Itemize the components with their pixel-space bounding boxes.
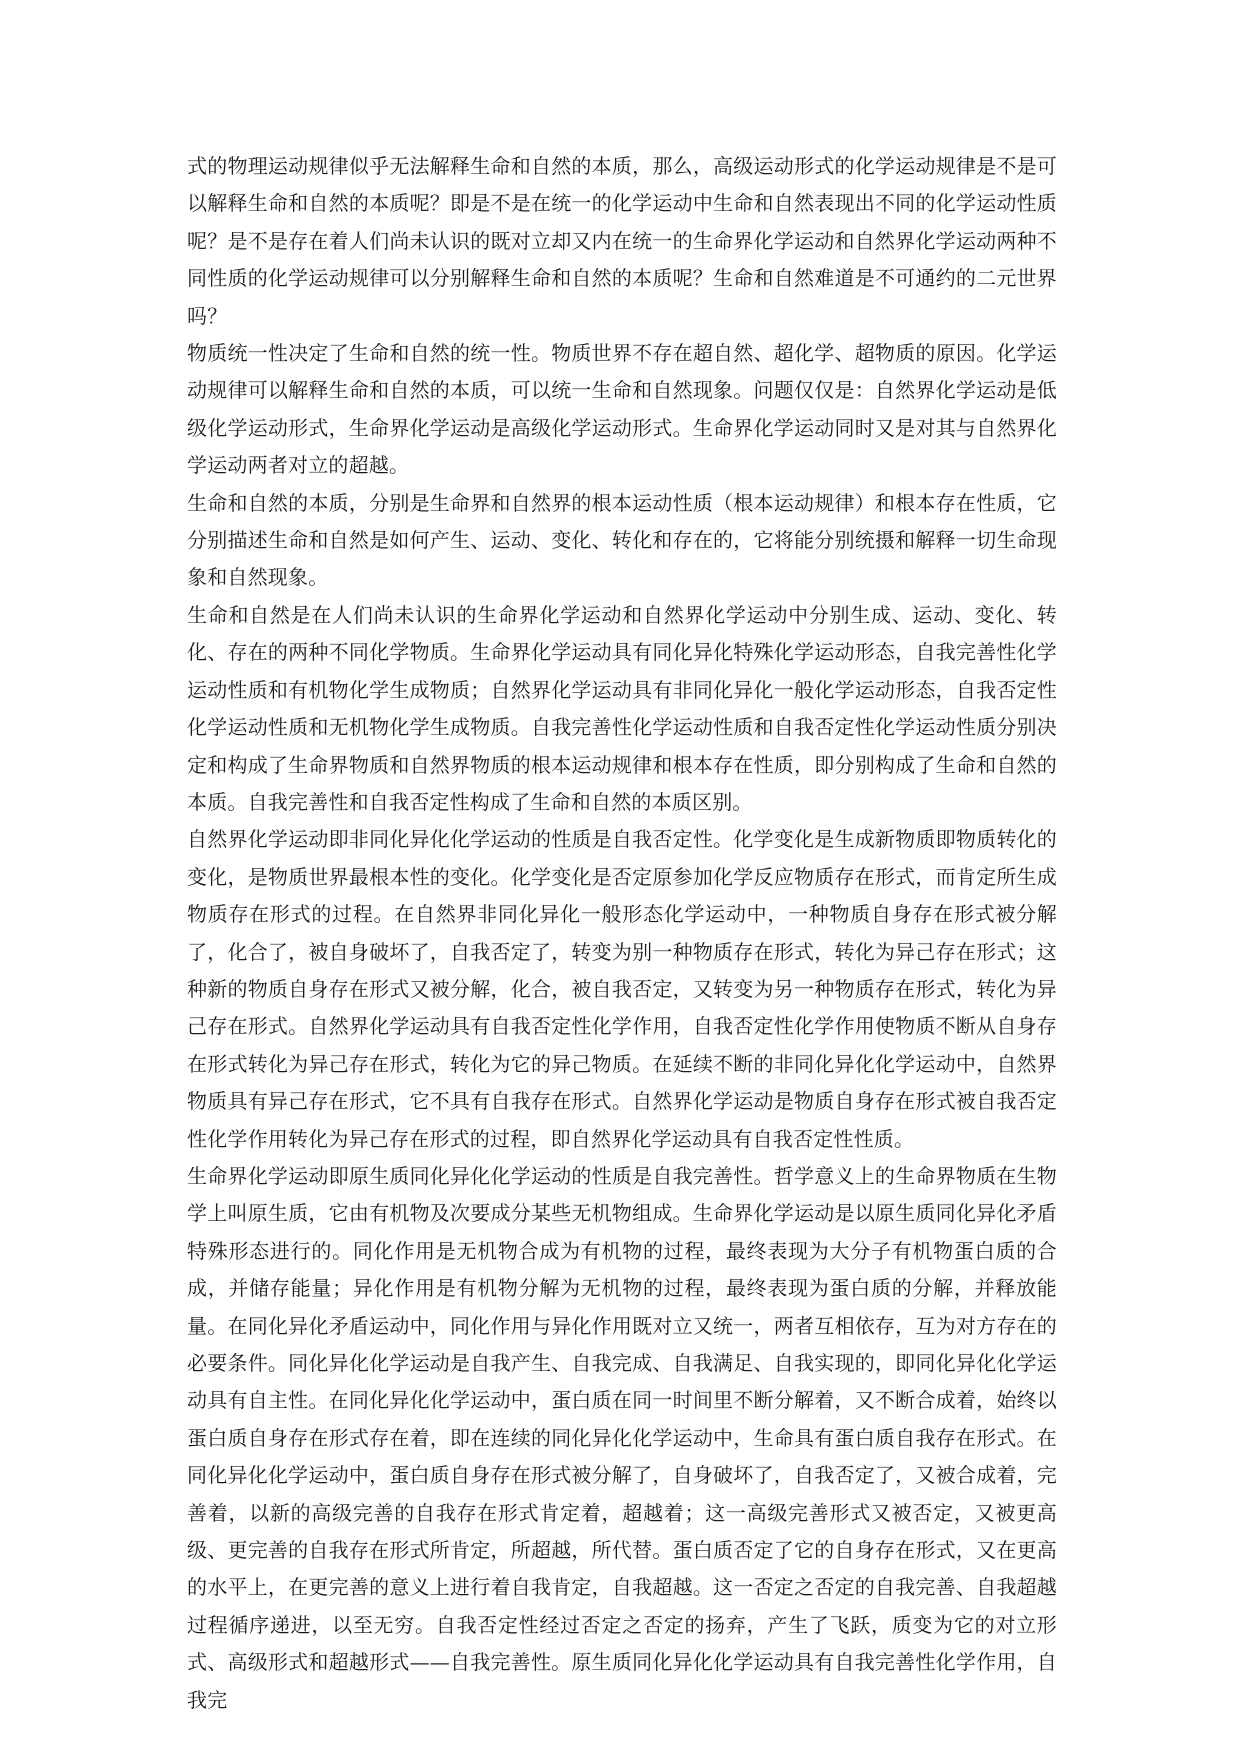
paragraph-1: 式的物理运动规律似乎无法解释生命和自然的本质，那么，高级运动形式的化学运动规律是不是可以解释生命和自然的本质呢？即是不是在统一的化学运动中生命和自然表现出不同的化学运动性质呢？是不是存在着人们尚未认识的既对立却又内在统一的生命界化学运动和自然界化学运动两种不同性质的化学运动规律可以分别解释生命和自然的本质呢？生命和自然难道是不可通约的二元世界吗？ [187,154,1057,328]
body-text [187,148,1057,1719]
paragraph-6: 生命界化学运动即原生质同化异化化学运动的性质是自我完善性。哲学意义上的生命界物质在生物学上叫原生质，它由有机物及次要成分某些无机物组成。生命界化学运动是以原生质同化异化矛盾特殊形态进行的。同化作用是无机物合成为有机物的过程，最终表现为大分子有机物蛋白质的合成，并储存能量；异化作用是有机物分解为无机物的过程，最终表现为蛋白质的分解，并释放能量。在同化异化矛盾运动中，同化作用与异化作用既对立又统一，两者互相依存，互为对方存在的必要条件。同化异化化学运动是自我产生、自我完成、自我满足、自我实现的，即同化异化化学运动具有自主性。在同化异化化学运动中，蛋白质在同一时间里不断分解着，又不断合成着，始终以蛋白质自身存在形式存在着，即在连续的同化异化化学运动中，生命具有蛋白质自我存在形式。在同化异化化学运动中，蛋白质自身存在形式被分解了，自身破坏了，自我否定了，又被合成着，完善着，以新的高级完善的自我存在形式肯定着，超越着；这一高级完善形式又被否定，又被更高级、更完善的自我存在形式所肯定，所超越，所代替。蛋白质否定了它的自身存在形式，又在更高的水平上，在更完善的意义上进行着自我肯定，自我超越。这一否定之否定的自我完善、自我超越过程循序递进，以至无穷。自我否定性经过否定之否定的扬弃，产生了飞跃，质变为它的对立形式、高级形式和超越形式——自我完善性。原生质同化异化化学运动具有自我完善性化学作用，自我完 [187,1163,1057,1712]
paragraph-4: 生命和自然是在人们尚未认识的生命界化学运动和自然界化学运动中分别生成、运动、变化、转化、存在的两种不同化学物质。生命界化学运动具有同化异化特殊化学运动形态，自我完善性化学运动性质和有机物化学生成物质；自然界化学运动具有非同化异化一般化学运动形态，自我否定性化学运动性质和无机物化学生成物质。自我完善性化学运动性质和自我否定性化学运动性质分别决定和构成了生命界物质和自然界物质的根本运动规律和根本存在性质，即分别构成了生命和自然的本质。自我完善性和自我否定性构成了生命和自然的本质区别。 [187,602,1057,814]
paragraph-2: 物质统一性决定了生命和自然的统一性。物质世界不存在超自然、超化学、超物质的原因。化学运动规律可以解释生命和自然的本质，可以统一生命和自然现象。问题仅仅是：自然界化学运动是低级化学运动形式，生命界化学运动是高级化学运动形式。生命界化学运动同时又是对其与自然界化学运动两者对立的超越。 [187,341,1057,478]
paragraph-5: 自然界化学运动即非同化异化化学运动的性质是自我否定性。化学变化是生成新物质即物质转化的变化，是物质世界最根本性的变化。化学变化是否定原参加化学反应物质存在形式，而肯定所生成物质存在形式的过程。在自然界非同化异化一般形态化学运动中，一种物质自身存在形式被分解了，化合了，被自身破坏了，自我否定了，转变为别一种物质存在形式，转化为异己存在形式；这种新的物质自身存在形式又被分解，化合，被自我否定，又转变为另一种物质存在形式，转化为异己存在形式。自然界化学运动具有自我否定性化学作用，自我否定性化学作用使物质不断从自身存在形式转化为异己存在形式，转化为它的异己物质。在延续不断的非同化异化化学运动中，自然界物质具有异己存在形式，它不具有自我存在形式。自然界化学运动是物质自身存在形式被自我否定性化学作用转化为异己存在形式的过程，即自然界化学运动具有自我否定性性质。 [187,827,1057,1151]
paragraph-3: 生命和自然的本质，分别是生命界和自然界的根本运动性质（根本运动规律）和根本存在性质，它分别描述生命和自然是如何产生、运动、变化、转化和存在的，它将能分别统摄和解释一切生命现象和自然现象。 [187,490,1057,590]
